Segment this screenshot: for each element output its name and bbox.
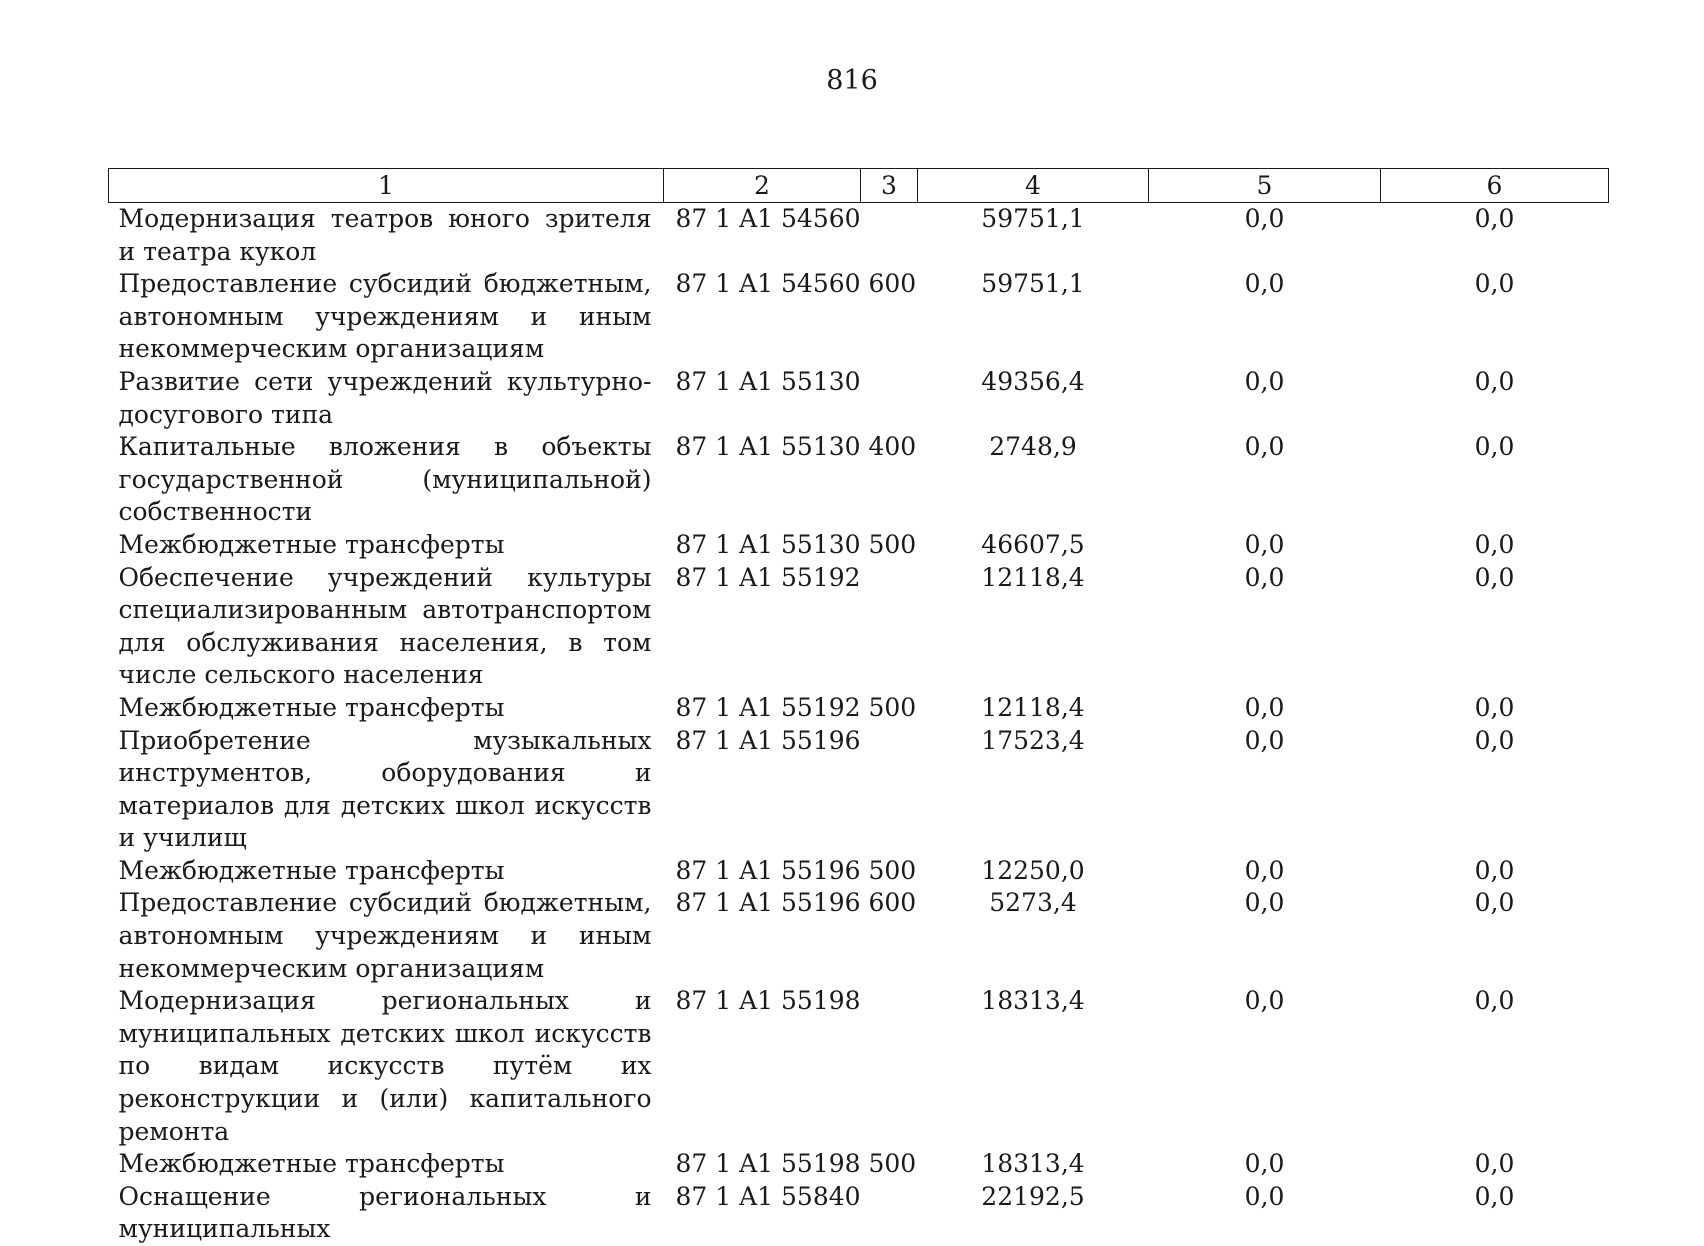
row-expense-type: 500 xyxy=(861,1148,918,1181)
table-header xyxy=(109,169,1609,203)
row-value-col6: 0,0 xyxy=(1381,887,1609,985)
row-value-col5: 0,0 xyxy=(1149,431,1381,529)
row-value-col5: 0,0 xyxy=(1149,692,1381,725)
row-value-col5: 0,0 xyxy=(1149,855,1381,888)
row-name: Межбюджетные трансферты xyxy=(109,529,664,562)
row-value-col4: 49356,4 xyxy=(918,366,1149,431)
table-row xyxy=(109,431,1609,529)
row-name: Модернизация региональных и муниципальных детских школ искусств по видам искусств путём их реконструкции и (или) капитального ремонта xyxy=(109,985,664,1148)
row-value-col4: 59751,1 xyxy=(918,203,1149,269)
row-code: 87 1 A1 55840 xyxy=(664,1181,861,1246)
row-value-col6: 0,0 xyxy=(1381,725,1609,855)
row-expense-type xyxy=(861,562,918,692)
row-name: Капитальные вложения в объекты государственной (муниципальной) собственности xyxy=(109,431,664,529)
table-row xyxy=(109,1148,1609,1181)
row-value-col5: 0,0 xyxy=(1149,985,1381,1148)
row-value-col4: 12250,0 xyxy=(918,855,1149,888)
row-value-col6: 0,0 xyxy=(1381,366,1609,431)
row-expense-type xyxy=(861,1181,918,1246)
row-value-col4: 59751,1 xyxy=(918,268,1149,366)
row-code: 87 1 A1 55192 xyxy=(664,692,861,725)
header-col-6: 6 xyxy=(1381,169,1609,203)
table-row xyxy=(109,887,1609,985)
row-name: Предоставление субсидий бюджетным, автономным учреждениям и иным некоммерческим организациям xyxy=(109,887,664,985)
row-expense-type: 600 xyxy=(861,887,918,985)
row-value-col5: 0,0 xyxy=(1149,725,1381,855)
table-row xyxy=(109,366,1609,431)
row-value-col5: 0,0 xyxy=(1149,1148,1381,1181)
row-code: 87 1 A1 55196 xyxy=(664,725,861,855)
row-value-col5: 0,0 xyxy=(1149,562,1381,692)
table-row xyxy=(109,562,1609,692)
header-row xyxy=(109,169,1609,203)
row-value-col4: 2748,9 xyxy=(918,431,1149,529)
row-value-col4: 18313,4 xyxy=(918,1148,1149,1181)
row-code: 87 1 A1 55196 xyxy=(664,887,861,985)
row-value-col4: 12118,4 xyxy=(918,692,1149,725)
row-value-col5: 0,0 xyxy=(1149,887,1381,985)
header-col-3: 3 xyxy=(861,169,918,203)
row-code: 87 1 A1 55198 xyxy=(664,985,861,1148)
row-expense-type xyxy=(861,985,918,1148)
row-code: 87 1 A1 54560 xyxy=(664,268,861,366)
row-value-col5: 0,0 xyxy=(1149,1181,1381,1246)
table-row xyxy=(109,268,1609,366)
table-row xyxy=(109,855,1609,888)
row-value-col5: 0,0 xyxy=(1149,366,1381,431)
table-body xyxy=(109,203,1609,1246)
header-col-5: 5 xyxy=(1149,169,1381,203)
row-expense-type xyxy=(861,366,918,431)
row-name: Межбюджетные трансферты xyxy=(109,1148,664,1181)
row-name: Межбюджетные трансферты xyxy=(109,692,664,725)
row-name: Развитие сети учреждений культурно-досугового типа xyxy=(109,366,664,431)
row-name: Модернизация театров юного зрителя и театра кукол xyxy=(109,203,664,269)
row-value-col6: 0,0 xyxy=(1381,1181,1609,1246)
row-expense-type xyxy=(861,203,918,269)
header-col-1: 1 xyxy=(109,169,664,203)
row-value-col6: 0,0 xyxy=(1381,562,1609,692)
row-value-col4: 17523,4 xyxy=(918,725,1149,855)
row-name: Межбюджетные трансферты xyxy=(109,855,664,888)
row-code: 87 1 A1 54560 xyxy=(664,203,861,269)
row-name: Оснащение региональных и муниципальных xyxy=(109,1181,664,1246)
table-row xyxy=(109,1181,1609,1246)
row-value-col6: 0,0 xyxy=(1381,431,1609,529)
row-value-col4: 12118,4 xyxy=(918,562,1149,692)
row-value-col5: 0,0 xyxy=(1149,268,1381,366)
row-value-col4: 22192,5 xyxy=(918,1181,1149,1246)
header-col-4: 4 xyxy=(918,169,1149,203)
row-code: 87 1 A1 55130 xyxy=(664,431,861,529)
row-value-col5: 0,0 xyxy=(1149,203,1381,269)
table-row xyxy=(109,203,1609,269)
row-expense-type xyxy=(861,725,918,855)
table-row xyxy=(109,692,1609,725)
row-code: 87 1 A1 55196 xyxy=(664,855,861,888)
header-col-2: 2 xyxy=(664,169,861,203)
row-value-col6: 0,0 xyxy=(1381,692,1609,725)
budget-table xyxy=(108,168,1609,1246)
table-row xyxy=(109,985,1609,1148)
row-value-col4: 5273,4 xyxy=(918,887,1149,985)
row-value-col6: 0,0 xyxy=(1381,855,1609,888)
row-value-col6: 0,0 xyxy=(1381,268,1609,366)
row-value-col6: 0,0 xyxy=(1381,985,1609,1148)
row-value-col4: 18313,4 xyxy=(918,985,1149,1148)
row-value-col6: 0,0 xyxy=(1381,1148,1609,1181)
row-name: Приобретение музыкальных инструментов, оборудования и материалов для детских школ искусств и училищ xyxy=(109,725,664,855)
row-code: 87 1 A1 55130 xyxy=(664,529,861,562)
row-value-col6: 0,0 xyxy=(1381,529,1609,562)
row-name: Обеспечение учреждений культуры специализированным автотранспортом для обслуживания населения, в том числе сельского населения xyxy=(109,562,664,692)
row-expense-type: 600 xyxy=(861,268,918,366)
row-code: 87 1 A1 55192 xyxy=(664,562,861,692)
row-expense-type: 500 xyxy=(861,692,918,725)
row-value-col5: 0,0 xyxy=(1149,529,1381,562)
row-name: Предоставление субсидий бюджетным, автономным учреждениям и иным некоммерческим организациям xyxy=(109,268,664,366)
table-row xyxy=(109,725,1609,855)
row-expense-type: 500 xyxy=(861,529,918,562)
page-number: 816 xyxy=(0,66,1704,96)
row-code: 87 1 A1 55130 xyxy=(664,366,861,431)
table-row xyxy=(109,529,1609,562)
row-value-col4: 46607,5 xyxy=(918,529,1149,562)
row-expense-type: 500 xyxy=(861,855,918,888)
row-code: 87 1 A1 55198 xyxy=(664,1148,861,1181)
row-expense-type: 400 xyxy=(861,431,918,529)
row-value-col6: 0,0 xyxy=(1381,203,1609,269)
